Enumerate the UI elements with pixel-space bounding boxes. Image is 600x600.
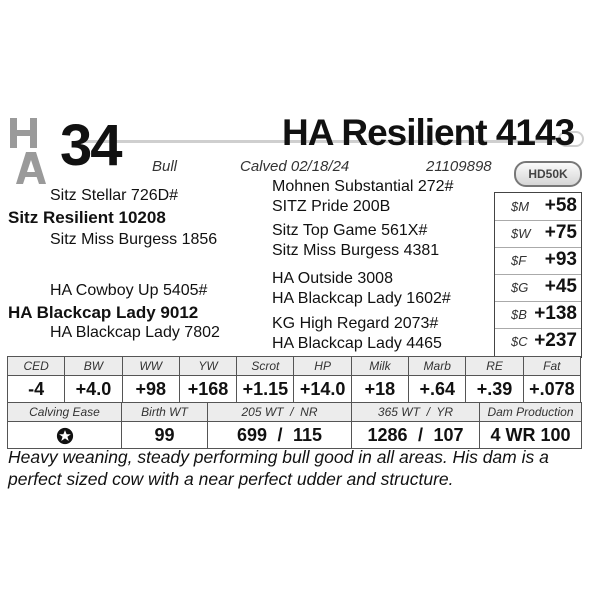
wt205-value: 699 xyxy=(236,424,267,445)
index-row xyxy=(495,220,581,248)
sex-label: Bull xyxy=(152,158,178,175)
epd-value: +.64 xyxy=(409,376,466,403)
hd50k-badge-label: HD50K xyxy=(528,167,568,181)
index-label: $F xyxy=(511,253,527,268)
dam-production: 4 WR 100 xyxy=(480,422,582,449)
sire-dam: Sitz Miss Burgess 1856 xyxy=(50,231,218,248)
epd-value-row xyxy=(8,376,581,403)
animal-name: HA Resilient 4143 xyxy=(282,112,575,153)
epd-header: Scrot xyxy=(237,357,294,376)
dam-sire: HA Cowboy Up 5405# xyxy=(50,282,208,299)
epd-value: +1.15 xyxy=(237,376,294,403)
yearling-weight-cell xyxy=(352,422,480,449)
wt365-value: 1286 xyxy=(367,424,408,445)
index-label: $B xyxy=(511,307,527,322)
pedigree-right-entry: HA Blackcap Lady 1602# xyxy=(272,290,451,307)
yr-value: 107 xyxy=(433,424,464,445)
epd-header: Marb xyxy=(409,357,466,376)
pedigree-right-entry: Sitz Miss Burgess 4381 xyxy=(272,242,440,259)
pedigree-right-entry: Sitz Top Game 561X# xyxy=(272,222,428,239)
index-row xyxy=(495,301,581,329)
epd-table xyxy=(7,356,581,403)
index-value: +45 xyxy=(544,276,577,297)
description: Heavy weaning, steady performing bull good in all areas. His dam is a perfect sized cow with a near perfect udder and structure. xyxy=(8,447,549,489)
index-box xyxy=(494,192,582,358)
epd-header-row xyxy=(8,357,581,376)
sire-sire: Sitz Stellar 726D# xyxy=(50,187,179,204)
epd-value: +14.0 xyxy=(294,376,351,403)
performance-table xyxy=(7,402,582,449)
index-row xyxy=(495,274,581,302)
performance-header: Dam Production xyxy=(480,403,582,422)
pedigree-right-entry: HA Outside 3008 xyxy=(272,270,393,287)
hd50k-badge xyxy=(514,161,582,187)
index-row xyxy=(495,247,581,275)
separator: / xyxy=(277,424,283,445)
epd-value: +.078 xyxy=(523,376,580,403)
index-value: +58 xyxy=(544,195,577,216)
sire: Sitz Resilient 10208 xyxy=(8,208,166,227)
index-row xyxy=(495,328,581,355)
index-value: +138 xyxy=(534,303,577,324)
epd-header: WW xyxy=(122,357,179,376)
performance-header-row xyxy=(8,403,582,422)
epd-header: CED xyxy=(8,357,65,376)
pedigree-right-entry: HA Blackcap Lady 4465 xyxy=(272,335,442,352)
registration-number: 21109898 xyxy=(426,158,492,175)
dam: HA Blackcap Lady 9012 xyxy=(8,303,199,322)
performance-header: Birth WT xyxy=(122,403,208,422)
epd-header: HP xyxy=(294,357,351,376)
performance-header: 365 WT / YR xyxy=(352,403,480,422)
epd-header: YW xyxy=(179,357,236,376)
index-label: $M xyxy=(511,199,530,214)
dam-dam: HA Blackcap Lady 7802 xyxy=(50,324,220,341)
performance-header: 205 WT / NR xyxy=(208,403,352,422)
separator: / xyxy=(417,424,423,445)
index-value: +75 xyxy=(544,222,577,243)
index-value: +93 xyxy=(544,249,577,270)
epd-header: BW xyxy=(65,357,122,376)
calving-ease-cell xyxy=(8,422,122,449)
epd-header: Fat xyxy=(523,357,580,376)
epd-value: +98 xyxy=(122,376,179,403)
pedigree-right-entry: SITZ Pride 200B xyxy=(272,198,391,215)
pedigree-right-entry: Mohnen Substantial 272# xyxy=(272,178,454,195)
lot-number: 34 xyxy=(60,113,121,178)
nr-value: 115 xyxy=(293,424,323,445)
epd-header: RE xyxy=(466,357,523,376)
ranch-logo xyxy=(6,116,64,186)
calved-date: Calved 02/18/24 xyxy=(240,158,350,175)
index-value: +237 xyxy=(534,330,577,351)
weaning-weight-cell xyxy=(208,422,352,449)
index-row xyxy=(495,193,581,221)
epd-value: +.39 xyxy=(466,376,523,403)
epd-value: +18 xyxy=(351,376,408,403)
pedigree-right-entry: KG High Regard 2073# xyxy=(272,315,439,332)
index-label: $C xyxy=(511,334,528,349)
index-label: $G xyxy=(511,280,529,295)
performance-value-row xyxy=(8,422,582,449)
star-circle-icon xyxy=(56,427,74,445)
epd-value: +168 xyxy=(179,376,236,403)
epd-value: +4.0 xyxy=(65,376,122,403)
epd-value: -4 xyxy=(8,376,65,403)
performance-header: Calving Ease xyxy=(8,403,122,422)
epd-header: Milk xyxy=(351,357,408,376)
index-label: $W xyxy=(511,226,531,241)
birth-weight: 99 xyxy=(122,422,208,449)
